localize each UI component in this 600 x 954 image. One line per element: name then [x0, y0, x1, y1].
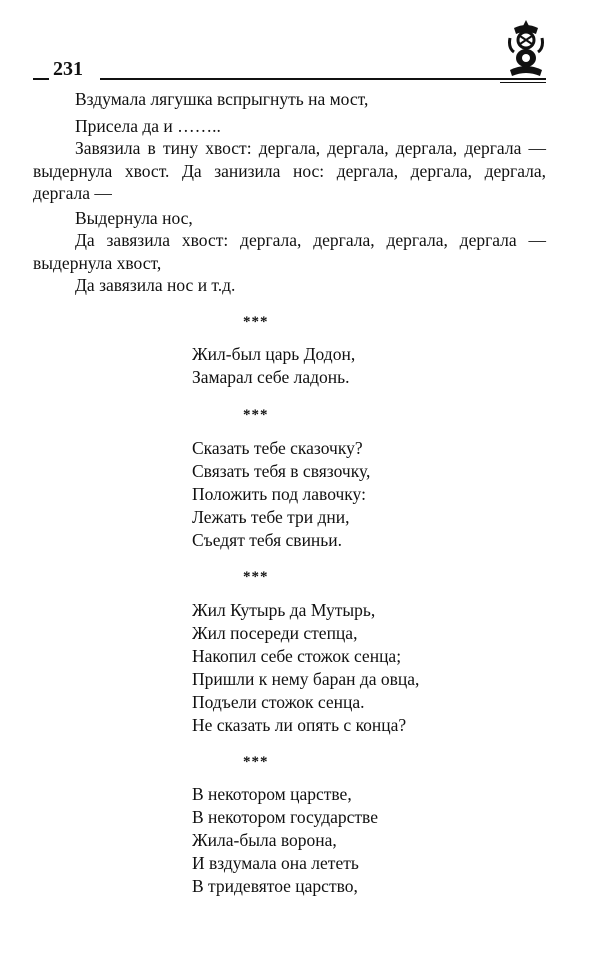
poem-line: Сказать тебе сказочку? — [192, 438, 363, 458]
paragraph: Вздумала лягушка вспрыгнуть на мост, — [75, 89, 369, 109]
poem-line: Пришли к нему баран да овца, — [192, 669, 420, 689]
poem-line: Не сказать ли опять с конца? — [192, 715, 407, 735]
section-separator: *** — [243, 569, 269, 585]
header-rule — [100, 78, 546, 80]
poem-line: И вздумала она лететь — [192, 853, 359, 873]
poem — [192, 599, 419, 737]
header-rule-left — [33, 78, 49, 80]
poem-line: Жила-была ворона, — [192, 830, 337, 850]
section-separator: *** — [243, 314, 269, 330]
section-separator: *** — [243, 407, 269, 423]
poem — [192, 343, 355, 389]
poem-line: В некотором царстве, — [192, 784, 352, 804]
poem-line: В некотором государстве — [192, 807, 378, 827]
poem-line: Жил посереди степца, — [192, 623, 358, 643]
ornament-emblem-icon — [506, 18, 546, 78]
section-separator: *** — [243, 754, 269, 770]
paragraph: Выдернула нос, — [75, 207, 193, 228]
header-rule-thin — [500, 82, 546, 83]
page-number: 231 — [53, 58, 83, 80]
poem-line: Жил Кутырь да Мутырь, — [192, 600, 376, 620]
poem-line: Жил-был царь Додон, — [192, 344, 356, 364]
poem-line: Лежать тебе три дни, — [192, 507, 350, 527]
poem-line: В тридевятое царство, — [192, 876, 358, 896]
poem-line: Связать тебя в связочку, — [192, 461, 371, 481]
poem — [192, 783, 378, 898]
paragraph: Завязила в тину хвост: дергала, дергала, дергала, дергала — выдернула хвост. Да занизила нос: дергала, дергала, дергала, дергала — — [33, 138, 546, 203]
poem-line: Накопил себе стожок сенца; — [192, 646, 402, 666]
paragraph: Да завязила хвост: дергала, дергала, дергала, дергала — выдернула хвост, — [33, 230, 546, 273]
poem-line: Подъели стожок сенца. — [192, 692, 365, 712]
poem — [192, 437, 370, 552]
poem-line: Съедят тебя свиньи. — [192, 530, 343, 550]
poem-line: Замарал себе ладонь. — [192, 367, 350, 387]
prose-text — [33, 88, 546, 297]
poem-line: Положить под лавочку: — [192, 484, 366, 504]
paragraph: Да завязила нос и т.д. — [75, 275, 236, 295]
paragraph: Присела да и …….. — [75, 115, 221, 136]
